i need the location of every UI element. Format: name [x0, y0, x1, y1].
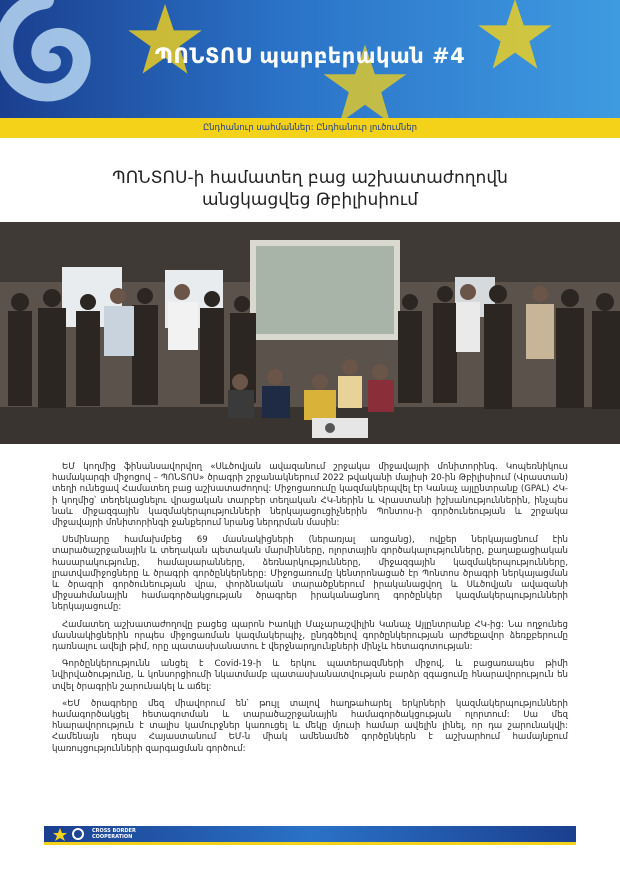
- footer-accent: [44, 842, 576, 845]
- header-banner: [0, 0, 620, 118]
- logo-line-1: CROSS BORDER: [92, 828, 136, 834]
- newsletter-subtitle: Ընդհանուր սահմաններ: Ընդհանուր լուծումներ: [202, 123, 418, 133]
- article-headline: ՊՈՆՏՈՍ-ի համատեղ բաց աշխատաժողովն անցկացվեց Թբիլիսիում: [112, 168, 508, 210]
- article-paragraph: Սեմինարը համախմբեց 69 մասնակիցների (ներառյալ առցանց), ովքեր ներկայացնում էին տարածաշրջանային և տեղական պետական մարմինները, ոլորտային գործակալությունները, քաղաքացիական հասարակությունը, համալսարանները, ձեռնարկությունները, միջազգային կազմակերպությունները, լրատվամիջոցները և ծրագրի գործընկերները: Միջոցառումը կենտրոնացած էր Պոնտոս ծրագրի ներկայացման և ծրագրի գործունեության վրա, փորձնական տարածքներում իրականացվող և Սևծովյան ավազանի միջսահմանային համագործակցության ծրագրեր իրականացնող գործընկեր կազմակերպությունների ներկայացումը:: [52, 535, 568, 613]
- article-paragraph: Գործընկերությունն անցել է Covid-19-ի և երկու պատերազմների միջով, և բացառապես թիմի նվիրվածությունը, և կոնսորցիումի նկատմամբ պատասխանատվության բարձր զգացումը հնարավորություն են տվել ծրագրին շարունակել և աճել:: [52, 659, 568, 692]
- newsletter-title: ՊՈՆՏՈՍ պարբերական #4: [154, 44, 466, 68]
- cross-border-logo: [92, 828, 136, 840]
- article-paragraph: ԵՄ կողմից ֆինանսավորվող «Սևծովյան ավազանում շրջակա միջավայրի մոնիտորինգ. Կոպեռնիկուս համակարգի միջոցով – ՊՈՆՏՈՍ» ծրագրի շրջանակներում 2022 թվականի մայիսի 20-ին Թբիլիսիում (Վրաստան) տեղի ունեցավ Համատեղ բաց աշխատաժողով: Միջոցառումը կազմակերպվել էր Կանաչ այլընտրանք (GPAL) ՀԿ-ի կողմից՝ տեղեկացնելու վրացական տարբեր տեղական ՀԿ-ներին և Վրաստանի իշխանություններին, ինչպես նաև միջազգային կազմակերպությունների ներկայացուցիչներին Պոնտոս-ի գործունեության և շրջակա միջավայրի մոնիտորինգի ջանքերում նրանց ներդրման մասին:: [52, 462, 568, 529]
- article-paragraph: «ԵՄ ծրագրերը մեզ միավորում են՝ թույլ տալով հաղթահարել երկրների կազմակերպությունների համագործակցել հետագոտման և տարածաշրջանային համագործակցության ոլորտում: Սա մեզ հնարավորություն է տալիս կամուրջներ կառուցել և մեկը մյուսի համար ավելին լինել, որ դա շարունակվի: Համենայն դեպս Հայաստանում ԵՄ-ն միակ ամենամեծ գործընկերն է աշխարհում համայնքում կառույցությունների զարգացման գործում:: [52, 698, 568, 754]
- group-photo: [0, 222, 620, 444]
- eu-stars-icon: [50, 826, 90, 842]
- star-icon: [120, 0, 210, 80]
- group-photo-illustration: [0, 222, 620, 444]
- article-paragraph: Համատեղ աշխատաժողովը բացեց պարոն Իաոկլի Մաչարաշվիլին Կանաչ Այլընտրանք ՀԿ-ից: Նա ողջունեց մասնակիցներին որպես միջոցառման կազմակերպիչ, ընդգծելով գործընկերության արժեքավոր ձեռքբերումը դառնալու ավելի թիմ, որը պատասխանատու է վերջնարդյունքների մինչև հետագոտության:: [52, 619, 568, 653]
- logo-line-2: COOPERATION: [92, 834, 133, 840]
- article-body: [52, 462, 568, 761]
